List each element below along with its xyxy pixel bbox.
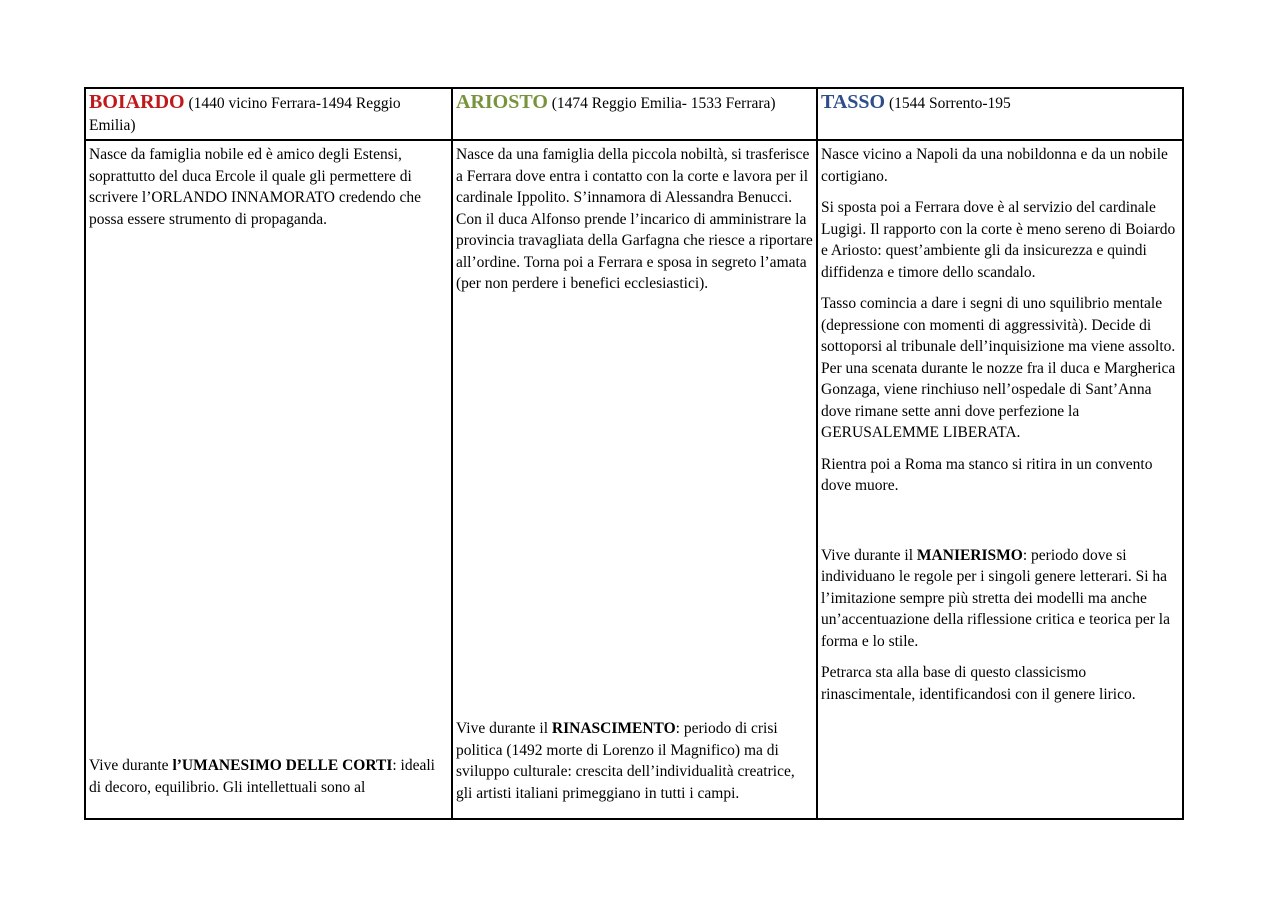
tasso-spacer: [821, 507, 1179, 545]
tasso-closing: Petrarca sta alla base di questo classicismo rinascimentale, identificandosi con il genere lirico.: [821, 664, 1136, 703]
ariosto-header-cell: [452, 88, 817, 140]
tasso-dates: (1544 Sorrento-195: [885, 95, 1011, 112]
tasso-name: TASSO: [821, 91, 886, 113]
ariosto-period-text: : periodo di crisi politica (1492 morte di Lorenzo il Magnifico) ma di sviluppo culturale: crescita dell’individualità creatrice, gli artisti italiani primeggiano in tutti i campi.: [456, 720, 795, 802]
content-row: [85, 140, 1183, 819]
tasso-period-name: MANIERISMO: [916, 546, 1023, 564]
ariosto-period-name: RINASCIMENTO: [551, 720, 676, 737]
ariosto-bio: Nasce da una famiglia della piccola nobiltà, si trasferisce a Ferrara dove entra i contatto con la corte e lavora per il cardinale Ippolito. S’innamora di Alessandra Benucci. Con il duca Alfonso prende l’incarico di amministrare la provincia travagliata della Garfagna che riesce a riportare all’ordine. Torna poi a Ferrara e sposa in segreto l’amata (per non perdere i benefici ecclesiastici).: [456, 146, 813, 292]
tasso-period-prefix: Vive durante il: [821, 546, 917, 564]
tasso-content-cell: [817, 140, 1183, 819]
tasso-paragraph-1: Nasce vicino a Napoli da una nobildonna e da un nobile cortigiano.: [821, 146, 1168, 185]
tasso-paragraph-2: Si sposta poi a Ferrara dove è al servizio del cardinale Lugigi. Il rapporto con la corte è meno sereno di Boiardo e Ariosto: quest’ambiente gli da insicurezza e quindi diffidenza e timore dello scandalo.: [821, 199, 1176, 281]
tasso-paragraph-4: Rientra poi a Roma ma stanco si ritira in un convento dove muore.: [821, 455, 1153, 494]
boiardo-bio: Nasce da famiglia nobile ed è amico degli Estensi, soprattutto del duca Ercole il quale gli permettere di scrivere l’ORLANDO INNAMORATO credendo che possa essere strumento di propaganda.: [89, 146, 422, 228]
boiardo-name: BOIARDO: [89, 91, 185, 113]
ariosto-content-cell: [452, 140, 817, 819]
boiardo-period-prefix: Vive durante: [89, 757, 173, 774]
tasso-period: [821, 545, 1179, 653]
boiardo-dates: (1440 vicino Ferrara-1494 Reggio Emilia): [89, 95, 401, 134]
tasso-paragraph-3: Tasso comincia a dare i segni di uno squilibrio mentale (depressione con momenti di aggressività). Decide di sottoporsi al tribunale dell’inquisizione ma viene assolto. Per una scenata durante le nozze fra il duca e Margherica Gonzaga, viene rinchiuso nell’ospedale di Sant’Anna dove rimane sette anni dove perfezione la GERUSALEMME LIBERATA.: [821, 295, 1176, 441]
header-row: [85, 88, 1183, 140]
ariosto-period: [456, 718, 813, 804]
tasso-period-text: : periodo dove si individuano le regole per i singoli genere letterari. Si ha l’imitazione sempre più stretta dei modelli ma anche un’accentuazione della riflessione critica e teorica per la forma e lo stile.: [821, 546, 1170, 650]
boiardo-period: [89, 755, 448, 798]
authors-table: [84, 87, 1184, 820]
boiardo-period-text: : ideali di decoro, equilibrio. Gli intellettuali sono al: [89, 757, 435, 796]
ariosto-period-prefix: Vive durante il: [456, 720, 552, 737]
boiardo-content-cell: [85, 140, 452, 819]
tasso-header-cell: [817, 88, 1183, 140]
ariosto-dates: (1474 Reggio Emilia- 1533 Ferrara): [547, 95, 776, 112]
ariosto-name: ARIOSTO: [456, 91, 548, 113]
boiardo-header-cell: [85, 88, 452, 140]
boiardo-period-name: l’UMANESIMO DELLE CORTI: [172, 757, 393, 774]
